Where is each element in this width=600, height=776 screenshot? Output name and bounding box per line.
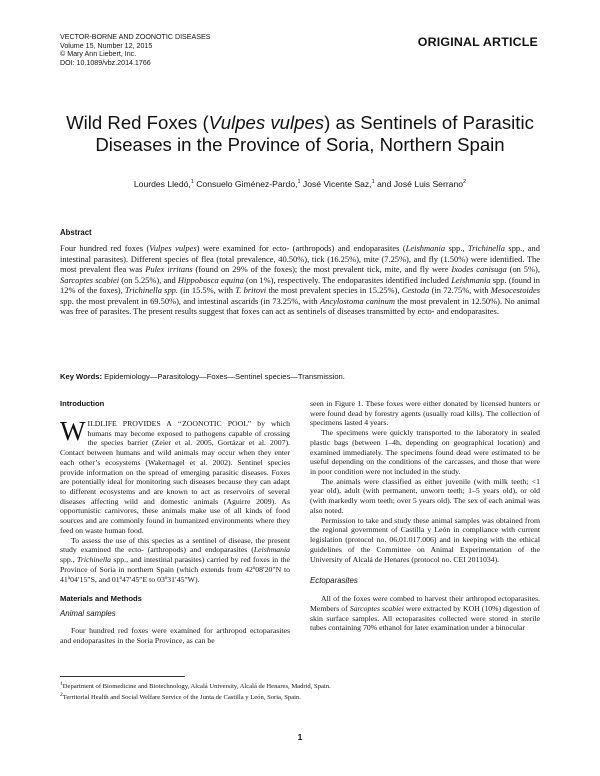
author-name: Lourdes Lledó, [133, 179, 191, 189]
abstract-species: Leishmania [451, 274, 491, 285]
abstract-fragment: (on 1%), respectively. The endoparasites identified included [243, 274, 452, 285]
footnote-mark: 1 [60, 681, 63, 687]
title-part: Diseases in the Province of Soria, Northern Spain [95, 134, 505, 155]
paragraph-species: Trichinella [77, 555, 112, 565]
abstract-species: Sarcoptes scabiei [60, 274, 120, 285]
intro-paragraph-2 [60, 536, 290, 585]
right-paragraph-4: Permission to take and study these animal samples was obtained from the regional government of Castilla y León in compliance with current legislation (protocol no. 06.01.017.006) and in keeping with the ethical guidelines of the Committee on Animal Experimentation of the University of Alcalá de Henares (protocol no. CEI 2011034). [310, 515, 540, 564]
abstract-text [60, 243, 540, 317]
journal-volume: Volume 15, Number 12, 2015 [60, 41, 153, 50]
abstract-species: Trichinella spp. [124, 285, 179, 296]
paragraph-species: Sarcoptes scabiei [349, 603, 404, 613]
author-affiliation-mark: 1 [371, 179, 375, 186]
title-part: Wild Red Foxes ( [66, 112, 209, 133]
left-column [60, 399, 290, 646]
journal-doi: DOI: 10.1089/vbz.2014.1766 [60, 58, 151, 67]
author-name: Consuelo Giménez-Pardo, [193, 179, 298, 189]
introduction-heading: Introduction [60, 399, 105, 408]
footnote-1 [60, 680, 331, 691]
abstract-species: Vulpes vulpes [149, 243, 197, 253]
author-name: and José Luis Serrano [374, 179, 464, 189]
footnote-mark: 2 [60, 692, 63, 699]
paragraph-text: spp., and intestinal parasites) carried by red foxes in the Province of Soria in northern Spain (which extends from 42º08′20″N to 41º04′15″S, and 01º47′45″E to 03º31′45″W). [60, 555, 290, 584]
author-affiliation-mark: 1 [297, 179, 301, 186]
footnotes [60, 680, 331, 703]
right-paragraph-2: The specimens were quickly transported to the laboratory in sealed plastic bags (between 1–4h, depending on geographical location) and examined immediately. The specimens found dead were estimated to be useful depending on the conditions of the carcasses, and those that were in poor condition were not included in the study. [310, 428, 540, 477]
abstract-fragment: spp., and intestinal parasites). Different species of flea (total prevalence, 40.50%), tick (16.25%), mite (7.25%), and fly (1.50%) were identified. The most prevalent flea was [60, 243, 540, 275]
abstract-fragment: (in 72.75%, with [429, 285, 491, 296]
paragraph-text: ILDLIFE PROVIDES A ‘‘ZOONOTIC POOL’’ by which humans may become exposed to pathogens capable of crossing the species barrier (Zeier et al. 2005, Gortázar et al. 2007). Contact between humans and wild animals may occur when they enter each other’s ecosystems (Wakernagel et al. 2002). Sentinel species provide information on the spread of emerging parasitic diseases. Foxes are potentially ideal for monitoring such diseases because they can adapt to different ecosystems and are known to act as reservoirs of several diseases affecting wild and domestic animals (Aguirre 2009). As opportunistic carnivores, these animals make use of all kinds of food sources and are commonly found in humanized environments where they feed on waste human food. [60, 419, 290, 535]
author-name: José Vicente Saz, [300, 179, 372, 189]
abstract-fragment: (found on 29% of the foxes); the most prevalent tick, mite, and fly were [192, 264, 452, 275]
keywords-text: Epidemiology—Parasitology—Foxes—Sentinel species—Transmission. [102, 372, 345, 381]
journal-info [60, 33, 210, 67]
footnote-text: Department of Biomedicine and Biotechnology, Alcalá University, Alcalá de Henares, Madrid, Spain. [62, 683, 331, 691]
paragraph-text: All of the foxes were combed to harvest their arthropod ectoparasites. Members of [310, 594, 540, 613]
abstract-fragment: (on 5%), [506, 264, 540, 275]
abstract-fragment: spp., [445, 243, 468, 253]
keywords-label: Key Words: [60, 372, 103, 381]
drop-cap: W [60, 416, 86, 446]
footnote-divider [60, 676, 185, 677]
abstract-species: Pulex irritans [145, 264, 193, 275]
abstract-fragment: (on 5.25%), and [119, 274, 178, 285]
article-title [60, 112, 540, 156]
abstract-fragment: the most prevalent species in 15.25%), [266, 285, 402, 296]
abstract-species: Hippobosca equina [177, 274, 244, 285]
ectoparasites-subheading: Ectoparasites [310, 576, 358, 586]
author-affiliation-mark: 1 [190, 179, 194, 186]
journal-name: VECTOR-BORNE AND ZOONOTIC DISEASES [60, 33, 211, 41]
abstract-fragment: spp. the most prevalent in 69.50%), and intestinal ascarids (in 73.25%, with [60, 295, 320, 306]
author-affiliation-mark: 2 [463, 179, 467, 186]
page-number: 1 [297, 732, 303, 742]
journal-copyright: © Mary Ann Liebert, Inc. [60, 50, 137, 59]
abstract-fragment: the most prevalent in 12.50%). No animal was free of parasites. The present results suggest that foxes can act as sentinels of diseases transmitted by ecto- and endoparasites. [60, 295, 540, 317]
footnote-text: Territorial Health and Social Welfare Service of the Junta de Castilla y León, Soria, Spain. [62, 694, 301, 702]
abstract-species: T. britovi [235, 285, 267, 296]
right-column [310, 399, 540, 633]
article-type: ORIGINAL ARTICLE [417, 35, 538, 49]
intro-paragraph-1 [60, 416, 290, 536]
abstract-species: Ixodes canisuga [451, 264, 507, 275]
methods-heading: Materials and Methods [60, 594, 142, 604]
title-species: Vulpes vulpes [208, 112, 325, 133]
abstract-fragment: Four hundred red foxes ( [60, 243, 150, 253]
footnote-2 [60, 691, 331, 702]
ectoparasites-paragraph [310, 594, 540, 633]
abstract-species: Cestoda [401, 285, 430, 296]
abstract-species: Leishmania [405, 243, 446, 253]
paragraph-text: spp., [60, 555, 77, 565]
paragraph-text: were extracted by KOH (10%) digestion of skin surface samples. All ectoparasites collected were stored in sterile tubes containing 70% ethanol for later examination under a binocular [310, 603, 540, 633]
abstract-fragment: (in 15.5%, with [178, 285, 236, 296]
author-list [60, 179, 540, 189]
abstract-species: Mesocestoides [490, 285, 541, 296]
keywords [60, 372, 540, 381]
abstract-fragment: spp. (found in 12% of the foxes), [60, 274, 540, 296]
abstract-species: Ancylostoma caninum [319, 295, 395, 306]
title-part: ) as Sentinels of Parasitic [324, 112, 534, 133]
paragraph-text: To assess the use of this species as a sentinel of disease, the present study examined the ecto- (arthropods) and endoparasites ( [60, 535, 290, 555]
right-paragraph-1: seen in Figure 1. These foxes were either donated by licensed hunters or were found dead by forestry agents (usually road kills). The collection of specimens lasted 4 years. [310, 399, 540, 428]
abstract-species: Trichinella [467, 243, 505, 253]
paragraph-species: Leishmania [253, 545, 290, 555]
animal-samples-subheading: Animal samples [60, 609, 116, 619]
samples-paragraph: Four hundred red foxes were examined for arthropod ectoparasites and endoparasites in the Soria Province, as can be [60, 626, 290, 645]
right-paragraph-3: The animals were classified as either juvenile (with milk teeth; <1 year old), adult (with permanent, unworn teeth; 1–5 years old), or old (with markedly worn teeth; over 5 years old). The sex of each animal was also noted. [310, 476, 540, 515]
abstract-heading: Abstract [60, 228, 92, 237]
abstract-fragment: ) were examined for ecto- (arthropods) and endoparasites ( [196, 243, 406, 253]
